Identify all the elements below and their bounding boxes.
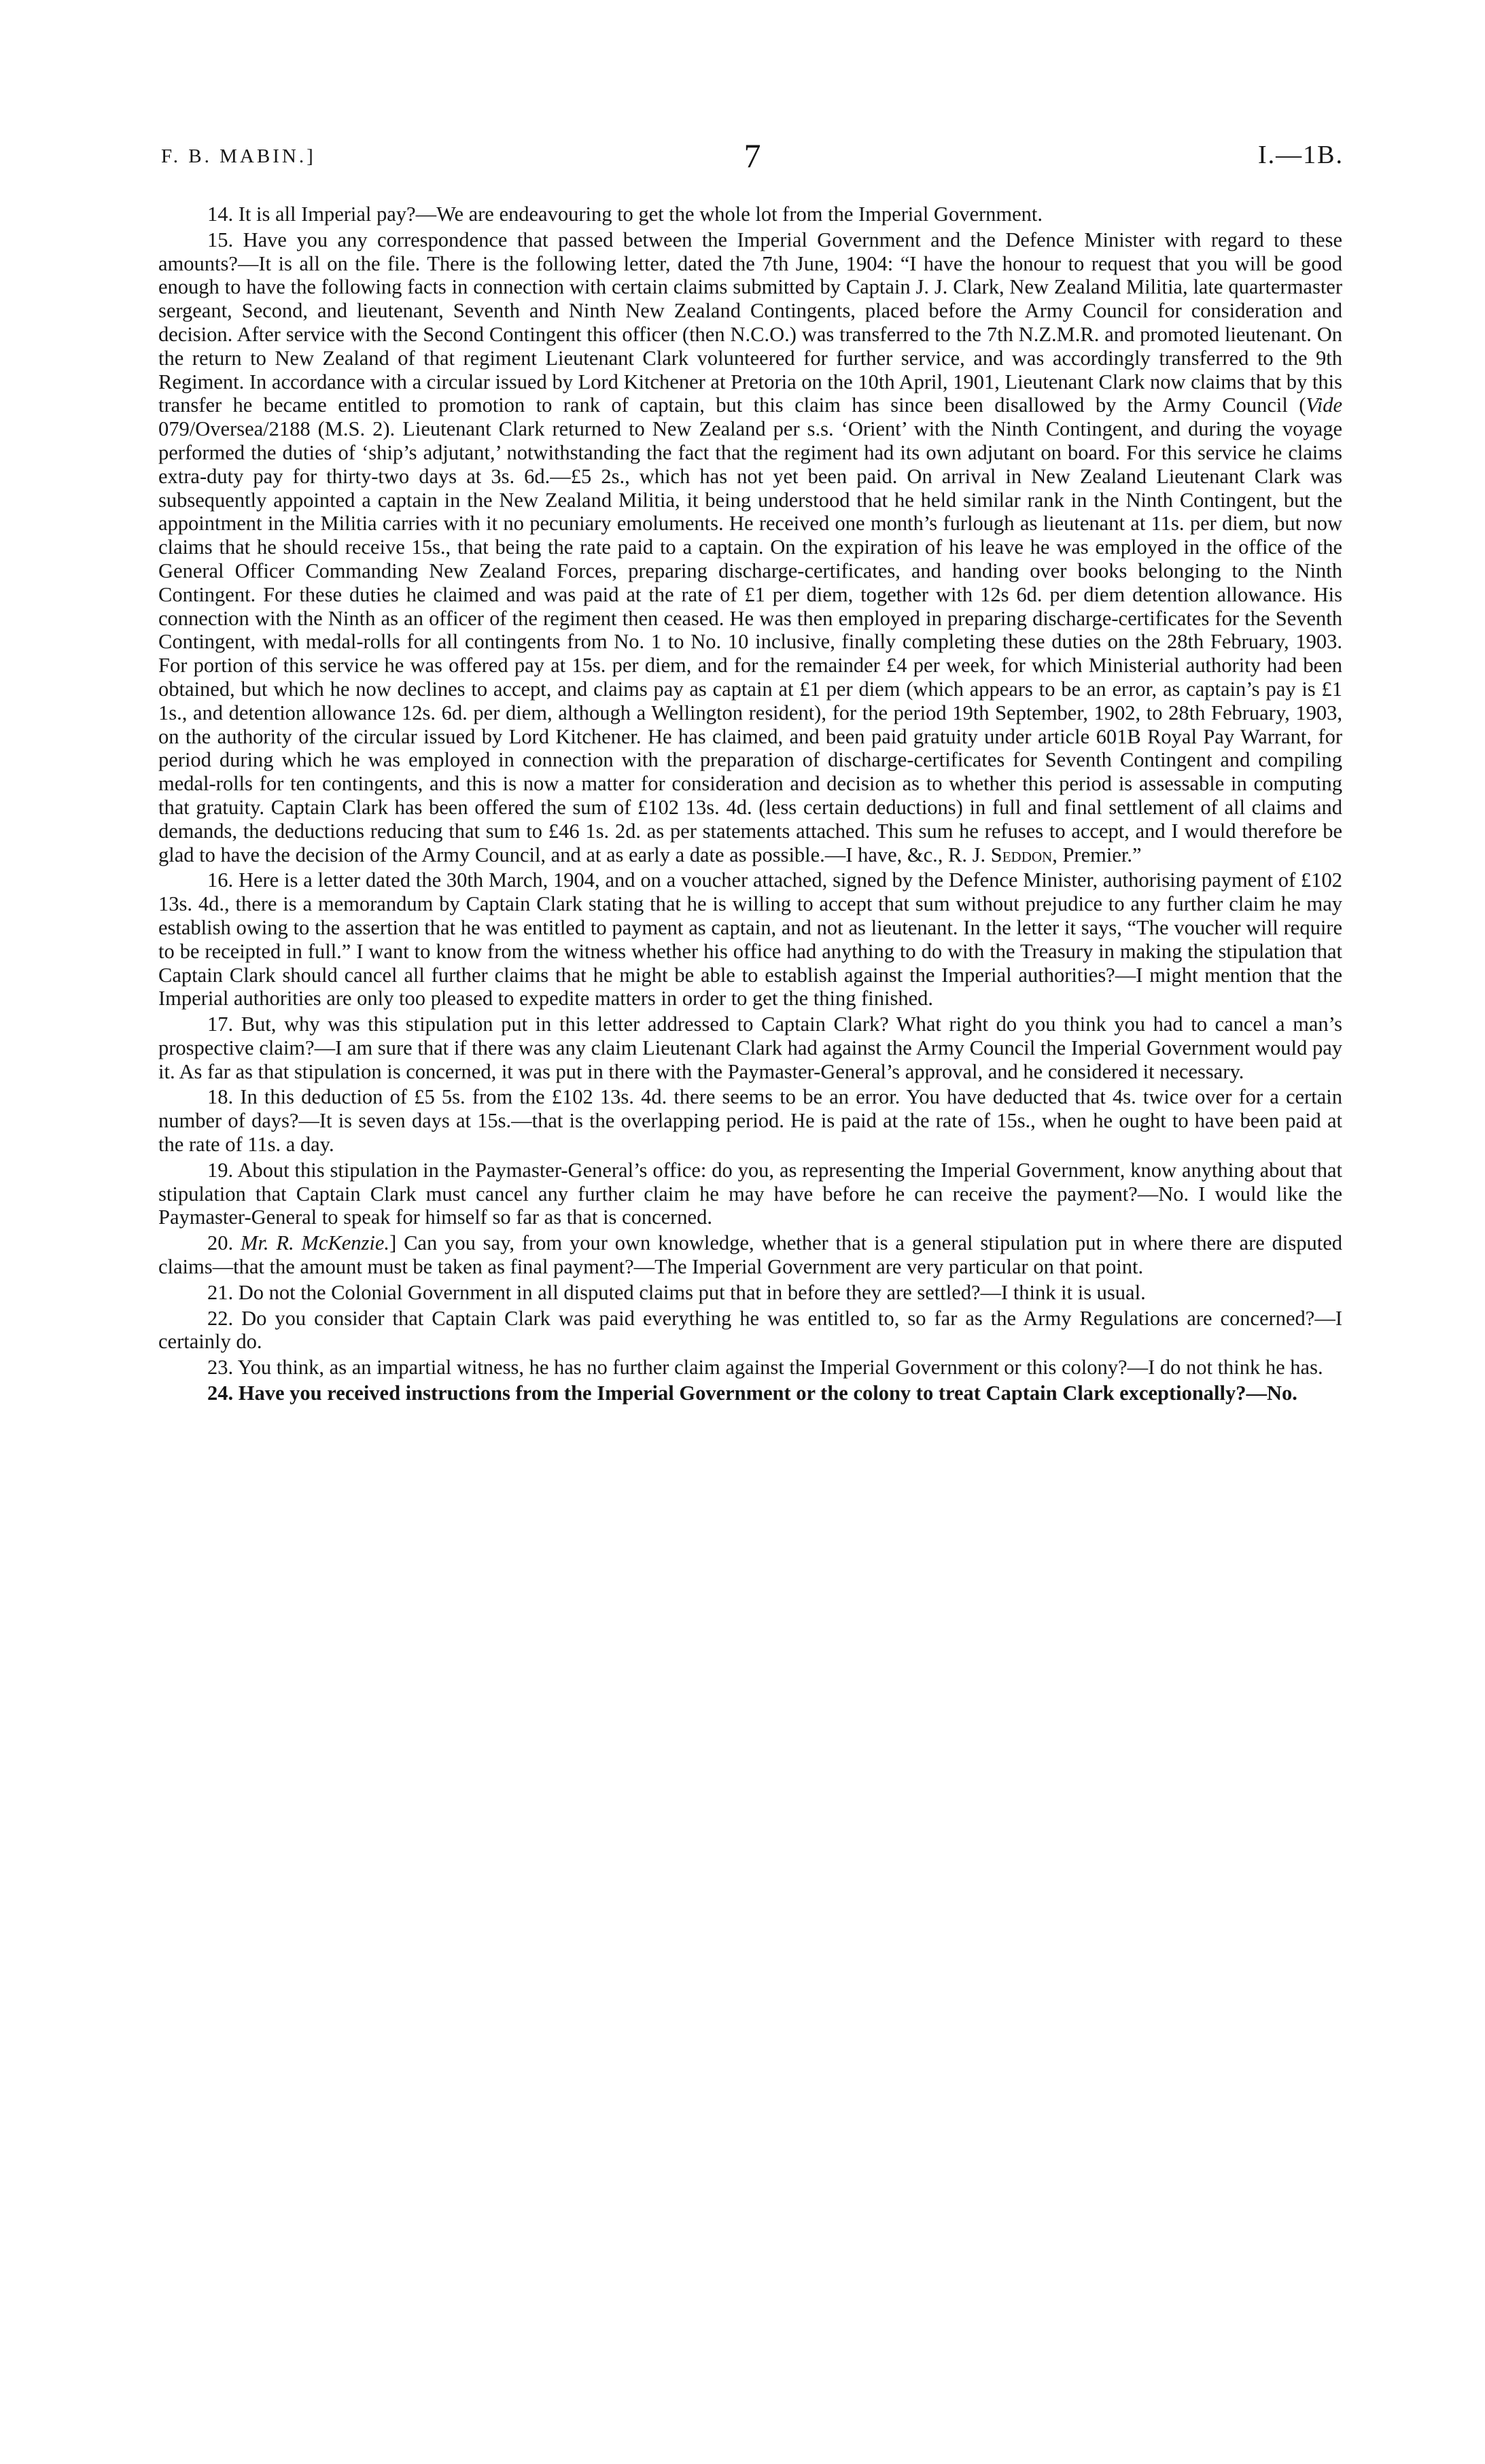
- paragraph-20: 20. Mr. R. McKenzie.] Can you say, from your own knowledge, whether that is a general stipulation put in where there are disputed claims—that the amount must be taken as final payment?—The Imperial Government are very particular on that point.: [158, 1231, 1342, 1279]
- paragraph-22: 22. Do you consider that Captain Clark was paid everything he was entitled to, so far as the Army Regulations are concerned?—I certainly do.: [158, 1306, 1342, 1354]
- paragraph-24: 24. Have you received instructions from the Imperial Government or the colony to treat Captain Clark exceptionally?—No.: [207, 1381, 1297, 1405]
- paragraph-19: 19. About this stipulation in the Paymaster-General’s office: do you, as representing the Imperial Government, know anything about that stipulation that Captain Clark must cancel any further claim he may have before he can receive the payment?—No. I would like the Paymaster-General to speak for himself so far as that is concerned.: [158, 1158, 1342, 1229]
- vide-reference: Vide: [1306, 393, 1342, 417]
- speaker-name: Mr. R. McKenzie.: [240, 1231, 390, 1255]
- paragraph-16: 16. Here is a letter dated the 30th March, 1904, and on a voucher attached, signed by the Defence Minister, authorising payment of £102 13s. 4d., there is a memorandum by Captain Clark stating that he is willing to accept that sum without prejudice to any further claim he may establish owing to the assertion that he was entitled to payment as captain, and not as lieutenant. In the letter it says, “The voucher will require to be receipted in full.” I want to know from the witness whether his office had anything to do with the Treasury in making the stipulation that Captain Clark should cancel all further claims that he might be able to establish against the Imperial authorities?—I might mention that the Imperial authorities are only too pleased to expedite matters in order to get the thing finished.: [158, 868, 1342, 1010]
- paragraph-23: 23. You think, as an impartial witness, he has no further claim against the Imperial Government or this colony?—I do not think he has.: [207, 1356, 1323, 1379]
- paragraph-15: 15. Have you any correspondence that passed between the Imperial Government and the Defence Minister with regard to these amounts?—It is all on the file. There is the following letter, dated the 7th June, 1904: “I have the honour to request that you will be good enough to have the following facts in connection with certain claims submitted by Captain J. J. Clark, New Zealand Militia, late quartermaster sergeant, Second, and lieutenant, Seventh and Ninth New Zealand Contingents, placed before the Army Council for consideration and decision. After service with the Second Contingent this officer (then N.C.O.) was transferred to the 7th N.Z.M.R. and promoted lieutenant. On the return to New Zealand of that regiment Lieutenant Clark volunteered for further service, and was accordingly transferred to the 9th Regiment. In accordance with a circular issued by Lord Kitchener at Pretoria on the 10th April, 1901, Lieutenant Clark now claims that by this transfer he became entitled to promotion to rank of captain, but this claim has since been disallowed by the Army Council (Vide 079/Oversea/2188 (M.S. 2). Lieutenant Clark returned to New Zealand per s.s. ‘Orient’ with the Ninth Contingent, and during the voyage performed the duties of ‘ship’s adjutant,’ notwithstanding the fact that the regiment had its own adjutant on board. For this service he claims extra-duty pay for thirty-two days at 3s. 6d.—£5 2s., which has not yet been paid. On arrival in New Zealand Lieutenant Clark was subsequently appointed a captain in the New Zealand Militia, it being understood that he held similar rank in the Ninth Contingent, but the appointment in the Militia carries with it no pecuniary emoluments. He received one month’s furlough as lieutenant at 11s. per diem, but now claims that he should receive 15s., that being the rate paid to a captain. On the expiration of his leave he was employed in the office of the General Officer Commanding New Zealand Forces, preparing discharge-certificates, and handing over books belonging to the Ninth Contingent. For these duties he claimed and was paid at the rate of £1 per diem, together with 12s 6d. per diem detention allowance. His connection with the Ninth as an officer of the regiment then ceased. He was then employed in preparing discharge-certificates for the Seventh Contingent, with medal-rolls for all contingents from No. 1 to No. 10 inclusive, finally completing these duties on the 28th February, 1903. For portion of this service he was offered pay at 15s. per diem, and for the remainder £4 per week, for which Ministerial authority had been obtained, but which he now declines to accept, and claims pay as captain at £1 per diem (which appears to be an error, as captain’s pay is £1 1s., and detention allowance 12s. 6d. per diem, although a Wellington resident), for the period 19th September, 1902, to 28th February, 1903, on the authority of the circular issued by Lord Kitchener. He has claimed, and been paid gratuity under article 601B Royal Pay Warrant, for period during which he was employed in connection with the preparation of discharge-certificates for Seventh Contingent and compiling medal-rolls for ten contingents, and this is now a matter for consideration and decision as to whether this period is assessable in computing that gratuity. Captain Clark has been offered the sum of £102 13s. 4d. (less certain deductions) in full and final settlement of all claims and demands, the deductions reducing that sum to £46 1s. 2d. as per statements attached. This sum he refuses to accept, and I would therefore be glad to have the decision of the Army Council, and at as early a date as possible.—I have, &c., R. J. Seddon, Premier.”: [158, 228, 1342, 866]
- witness-name-header: F. B. MABIN.]: [161, 145, 316, 167]
- paragraph-21: 21. Do not the Colonial Government in all disputed claims put that in before they are settled?—I think it is usual.: [207, 1280, 1146, 1304]
- page-header: [161, 136, 1344, 177]
- paragraph-17: 17. But, why was this stipulation put in this letter addressed to Captain Clark? What right do you think you had to cancel a man’s prospective claim?—I am sure that if there was any claim Lieutenant Clark had against the Army Council the Imperial Government would pay it. As far as that stipulation is concerned, it was put in there with the Paymaster-General’s approval, and he considered it necessary.: [158, 1013, 1342, 1083]
- page-number: 7: [744, 137, 761, 175]
- document-body: [158, 203, 1342, 1405]
- paragraph-14: 14. It is all Imperial pay?—We are endeavouring to get the whole lot from the Imperial Government.: [207, 203, 1043, 226]
- signatory-name: Seddon: [990, 843, 1053, 866]
- paragraph-18: 18. In this deduction of £5 5s. from the £102 13s. 4d. there seems to be an error. You have deducted that 4s. twice over for a certain number of days?—It is seven days at 15s.—that is the overlapping period. He is paid at the rate of 15s., when he ought to have been paid at the rate of 11s. a day.: [158, 1085, 1342, 1157]
- document-reference: I.—1B.: [1258, 141, 1344, 169]
